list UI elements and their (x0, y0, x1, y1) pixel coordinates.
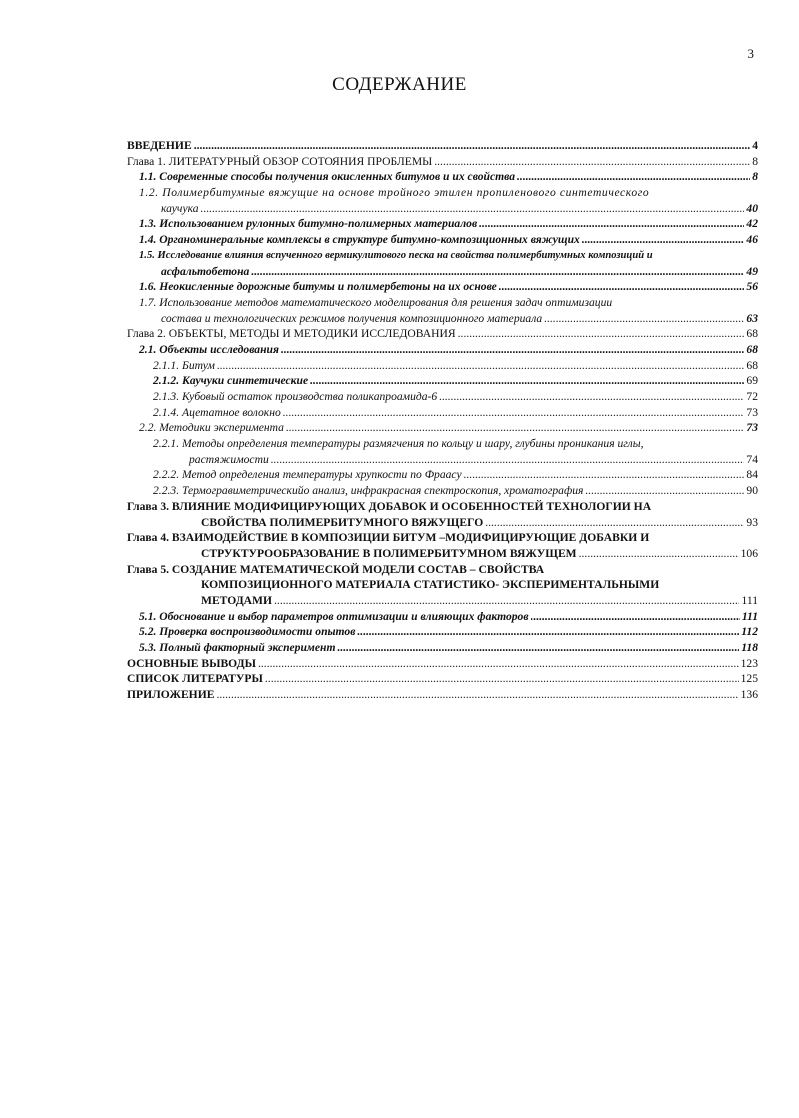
dot-leader (217, 358, 744, 374)
toc-entry-label: Глава 1. ЛИТЕРАТУРНЫЙ ОБЗОР СОТОЯНИЯ ПРОБЛЕМЫ (127, 154, 433, 168)
dot-leader (271, 452, 745, 468)
toc-entry-1-5[interactable] (127, 248, 758, 279)
toc-entry-page: 8 (752, 154, 758, 168)
toc-entry-page: 73 (746, 421, 758, 435)
toc-entry-2-2-2[interactable] (127, 467, 758, 483)
dot-leader (283, 405, 745, 421)
toc-entry-page: 49 (746, 264, 758, 278)
toc-entry-label: 2.1.3. Кубовый остаток производства поликапроамида-6 (153, 390, 438, 403)
toc-entry-label: Глава 3. ВЛИЯНИЕ МОДИФИЦИРУЮЩИХ ДОБАВОК И ОСОБЕННОСТЕЙ ТЕХНОЛОГИИ НА (127, 499, 652, 513)
toc-entry-label: ПРИЛОЖЕНИЕ (127, 688, 215, 702)
dot-leader (216, 687, 738, 703)
toc-entry-label: 2.2.3. Термогравиметрическийо анализ, инфракрасная спектроскопия, хроматография (153, 484, 584, 498)
toc-entry-1-7[interactable] (127, 295, 758, 326)
toc-entry-page: 93 (746, 515, 758, 529)
toc-entry-label: 2.2. Методики эксперимента (139, 421, 284, 435)
toc-entry-label-cont: асфальтобетона (161, 264, 250, 278)
toc-entry-chapter-3[interactable] (127, 499, 758, 530)
dot-leader (531, 609, 740, 625)
toc-entry-1-2[interactable] (127, 185, 758, 216)
dot-leader (579, 546, 739, 562)
toc-entry-label: Глава 4. ВЗАИМОДЕЙСТВИЕ В КОМПОЗИЦИИ БИТУМ –МОДИФИЦИРУЮЩИЕ ДОБАВКИ И (127, 531, 650, 545)
toc-entry-label-cont: каучука (161, 201, 199, 215)
toc-entry-chapter-5[interactable] (127, 562, 758, 609)
toc-entry-1-6[interactable] (127, 279, 758, 295)
toc-entry-page: 68 (746, 327, 758, 341)
toc-entry-label-cont: состава и технологических режимов получения композиционного материала (161, 311, 543, 325)
toc-entry-appendix[interactable] (127, 687, 758, 703)
dot-leader (499, 279, 745, 295)
toc-entry-1-4[interactable] (127, 232, 758, 248)
toc-entry-page: 8 (752, 170, 758, 184)
toc-entry-page: 46 (746, 233, 758, 247)
toc-entry-2-1[interactable] (127, 342, 758, 358)
toc-entry-5-1[interactable] (127, 609, 758, 625)
dot-leader (201, 201, 745, 217)
toc-entry-label: 5.1. Обоснование и выбор параметров оптимизации и влияющих факторов (139, 609, 529, 623)
toc-entry-page: 73 (746, 405, 758, 419)
toc-entry-label: 1.4. Органоминеральные комплексы в структуре битумно-композиционных вяжущих (139, 233, 580, 247)
dot-leader (337, 640, 739, 656)
toc-entry-label: Глава 5. СОЗДАНИЕ МАТЕМАТИЧЕСКОЙ МОДЕЛИ СОСТАВ – СВОЙСТВА (127, 562, 545, 576)
toc-entry-1-3[interactable] (127, 216, 758, 232)
toc-entry-label-cont: МЕТОДАМИ (201, 593, 273, 607)
toc-entry-2-1-1[interactable] (127, 358, 758, 374)
toc-entry-label: 2.1.4. Ацетатное волокно (153, 405, 281, 419)
toc-entry-intro[interactable] (127, 138, 758, 154)
toc-entry-label: 5.3. Полный факторный эксперимент (139, 641, 336, 654)
toc-entry-label: 2.1. Объекты исследования (139, 342, 279, 356)
dot-leader (585, 483, 744, 499)
dot-leader (281, 342, 744, 358)
toc-entry-page: 40 (746, 201, 758, 215)
toc-entry-5-2[interactable] (127, 624, 758, 640)
dot-leader (458, 326, 745, 342)
toc-entry-label: СПИСОК ЛИТЕРАТУРЫ (127, 672, 263, 686)
dot-leader (251, 264, 744, 280)
toc-entry-chapter-1[interactable] (127, 154, 758, 170)
toc-entry-page: 123 (740, 656, 758, 670)
dot-leader (357, 624, 739, 640)
toc-entry-label: 5.2. Проверка воспроизводимости опытов (139, 625, 356, 639)
toc-entry-label: 2.2.2. Метод определения температуры хрупкости по Фраасу (153, 468, 462, 482)
toc-entry-page: 111 (741, 609, 758, 623)
toc-entry-chapter-2[interactable] (127, 326, 758, 342)
toc-entry-2-2-1[interactable] (127, 436, 758, 467)
toc-entry-conclusions[interactable] (127, 656, 758, 672)
toc-entry-page: 68 (746, 358, 758, 372)
dot-leader (258, 656, 739, 672)
toc-entry-page: 68 (746, 342, 758, 356)
toc-entry-page: 84 (746, 468, 758, 482)
dot-leader (582, 232, 745, 248)
toc-entry-label-cont: СВОЙСТВА ПОЛИМЕРБИТУМНОГО ВЯЖУЩЕГО (201, 515, 484, 529)
dot-leader (434, 154, 750, 170)
toc-entry-2-2-3[interactable] (127, 483, 758, 499)
toc-entry-page: 111 (741, 593, 758, 607)
toc-entry-label-cont: СТРУКТУРООБРАЗОВАНИЕ В ПОЛИМЕРБИТУМНОМ ВЯЖУЩЕМ (201, 546, 577, 560)
toc-entry-1-1[interactable] (127, 169, 758, 185)
toc-entry-2-1-4[interactable] (127, 405, 758, 421)
dot-leader (479, 216, 744, 232)
toc-entry-page: 106 (740, 546, 758, 560)
toc-entry-label: 1.5. Исследование влияния вспученного вермикулитового песка на свойства полимербитумных композиций и (139, 249, 653, 261)
toc-entry-label-cont: растяжимости (189, 452, 269, 466)
toc-entry-page: 72 (746, 390, 758, 403)
toc-entry-label: ВВЕДЕНИЕ (127, 139, 192, 152)
toc-entry-chapter-4[interactable] (127, 530, 758, 561)
toc-entry-label: 1.7. Использование методов математического моделирования для решения задач оптимизации (139, 295, 613, 309)
toc-entry-label: ОСНОВНЫЕ ВЫВОДЫ (127, 656, 256, 670)
toc-entry-label: 2.1.1. Битум (153, 358, 215, 372)
toc-entry-label: 1.2. Полимербитумные вяжущие на основе тройного этилен пропиленового синтетического (139, 186, 650, 200)
toc-entry-label: 2.1.2. Каучуки синтетические (153, 374, 309, 388)
toc-entry-page: 112 (741, 625, 758, 639)
page-number: 3 (747, 46, 754, 61)
toc-entry-2-1-3[interactable] (127, 389, 758, 405)
toc-entry-page: 42 (746, 217, 758, 231)
toc-entry-5-3[interactable] (127, 640, 758, 656)
toc-entry-page: 4 (752, 139, 758, 152)
dot-leader (274, 593, 739, 609)
toc-entry-label: 1.1. Современные способы получения окисленных битумов и их свойства (139, 170, 516, 184)
toc-entry-label: Глава 2. ОБЪЕКТЫ, МЕТОДЫ И МЕТОДИКИ ИССЛЕДОВАНИЯ (127, 327, 456, 341)
toc-entry-label: 1.6. Неокисленные дорожные битумы и полимербетоны на их основе (139, 280, 497, 294)
toc-entry-page: 136 (740, 688, 758, 702)
dot-leader (310, 373, 744, 389)
toc-entry-label-cont: КОМПОЗИЦИОННОГО МАТЕРИАЛА СТАТИСТИКО- ЭКСПЕРИМЕНТАЛЬНЫМИ (201, 578, 660, 592)
dot-leader (485, 515, 744, 531)
dot-leader (544, 311, 744, 327)
toc-entry-page: 125 (740, 672, 758, 686)
dot-leader (286, 420, 744, 436)
page-title: СОДЕРЖАНИЕ (332, 74, 467, 95)
dot-leader (194, 138, 751, 154)
toc-entry-2-2[interactable] (127, 420, 758, 436)
toc-entry-page: 90 (746, 484, 758, 498)
dot-leader (517, 169, 750, 185)
dot-leader (464, 467, 745, 483)
toc-entry-page: 56 (746, 280, 758, 294)
toc-entry-page: 118 (741, 641, 758, 654)
toc-entry-label: 1.3. Использованием рулонных битумно-полимерных материалов (139, 217, 478, 231)
table-of-contents (127, 138, 758, 703)
toc-entry-page: 63 (746, 311, 758, 325)
dot-leader (439, 389, 744, 405)
dot-leader (265, 671, 739, 687)
toc-entry-page: 69 (746, 374, 758, 388)
toc-entry-page: 74 (746, 452, 758, 466)
toc-entry-label: 2.2.1. Методы определения температуры размягчения по кольцу и шару, глубины проникания иглы, (153, 437, 644, 451)
toc-entry-references[interactable] (127, 671, 758, 687)
toc-entry-2-1-2[interactable] (127, 373, 758, 389)
